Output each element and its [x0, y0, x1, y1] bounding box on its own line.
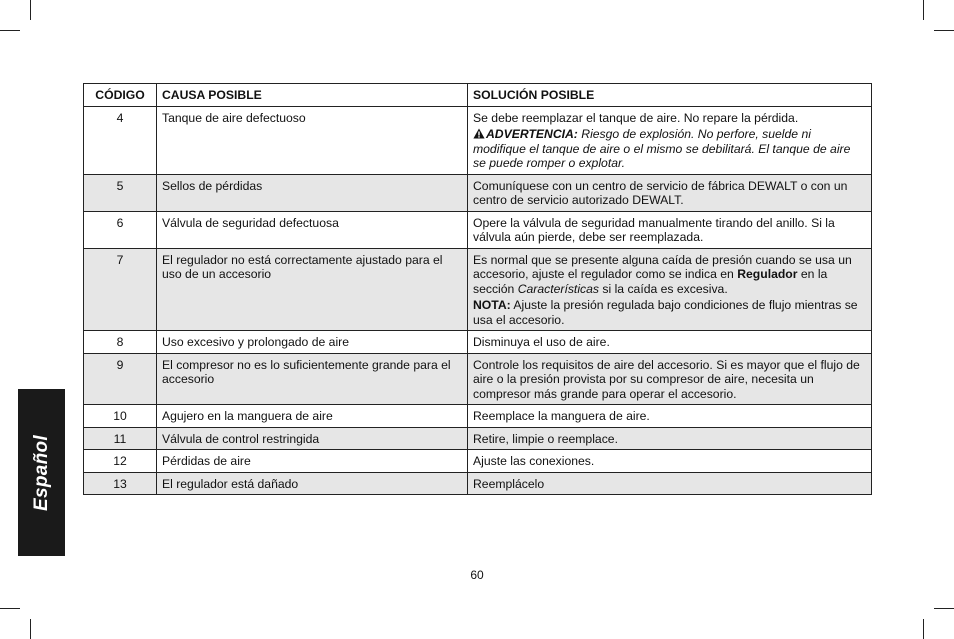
- row-solution: [468, 106, 872, 174]
- crop-mark: [934, 30, 954, 31]
- table-row: [84, 248, 872, 331]
- row-solution: Disminuya el uso de aire.: [468, 331, 872, 354]
- solution-text: si la caída es excesiva.: [599, 281, 728, 296]
- solution-text: Se debe reemplazar el tanque de aire. No repare la pérdida.: [473, 110, 799, 125]
- table-header-row: [84, 84, 872, 107]
- row-solution: Reemplácelo: [468, 472, 872, 495]
- crop-mark: [0, 608, 20, 609]
- table-row: [84, 211, 872, 248]
- row-cause: Uso excesivo y prolongado de aire: [157, 331, 468, 354]
- table-row: [84, 427, 872, 450]
- table-row: [84, 353, 872, 405]
- row-cause: Pérdidas de aire: [157, 450, 468, 473]
- table-row: [84, 106, 872, 174]
- row-solution: Retire, limpie o reemplace.: [468, 427, 872, 450]
- table-row: [84, 405, 872, 428]
- language-label: Español: [30, 434, 52, 511]
- crop-mark: [30, 619, 31, 639]
- note-paragraph: [473, 298, 866, 327]
- row-code: 9: [84, 353, 157, 405]
- warning-label: ADVERTENCIA:: [486, 127, 578, 141]
- header-solution: SOLUCIÓN POSIBLE: [468, 84, 872, 107]
- row-code: 11: [84, 427, 157, 450]
- table-row: [84, 331, 872, 354]
- row-cause: Tanque de aire defectuoso: [157, 106, 468, 174]
- page-number: 60: [470, 568, 484, 582]
- row-code: 7: [84, 248, 157, 331]
- row-cause: El regulador no está correctamente ajustado para el uso de un accesorio: [157, 248, 468, 331]
- warning-paragraph: [473, 127, 866, 171]
- row-cause: El compresor no es lo suficientemente grande para el accesorio: [157, 353, 468, 405]
- row-code: 10: [84, 405, 157, 428]
- row-solution: Ajuste las conexiones.: [468, 450, 872, 473]
- warning-triangle-icon: [473, 128, 485, 139]
- warning-text: Riesgo de explosión. No perfore, suelde ni modifique el tanque de aire o el mismo se debilitará. El tanque de aire se puede romper o explotar.: [473, 127, 851, 170]
- solution-paragraph: [473, 253, 866, 297]
- header-cause: CAUSA POSIBLE: [157, 84, 468, 107]
- row-solution: Opere la válvula de seguridad manualmente tirando del anillo. Si la válvula aún pierde, debe ser reemplazada.: [468, 211, 872, 248]
- row-code: 8: [84, 331, 157, 354]
- solution-text: en la sección: [473, 267, 828, 296]
- language-side-tab: [18, 389, 65, 556]
- troubleshooting-table: [83, 83, 872, 495]
- table-row: [84, 450, 872, 473]
- table-row: [84, 472, 872, 495]
- table-row: [84, 174, 872, 211]
- crop-mark: [30, 0, 31, 20]
- solution-text: Es normal que se presente alguna caída de presión cuando se usa un accesorio, ajuste el regulador como se indica en: [473, 252, 852, 281]
- row-code: 13: [84, 472, 157, 495]
- crop-mark: [923, 619, 924, 639]
- row-code: 5: [84, 174, 157, 211]
- row-code: 12: [84, 450, 157, 473]
- row-cause: El regulador está dañado: [157, 472, 468, 495]
- row-solution: Controle los requisitos de aire del accesorio. Si es mayor que el flujo de aire o la presión provista por su compresor de aire, necesita un compresor más grande para operar el accesorio.: [468, 353, 872, 405]
- row-code: 4: [84, 106, 157, 174]
- solution-italic: Características: [517, 281, 599, 296]
- header-code: CÓDIGO: [84, 84, 157, 107]
- row-solution: Comuníquese con un centro de servicio de fábrica DEWALT o con un centro de servicio autorizado DEWALT.: [468, 174, 872, 211]
- row-cause: Agujero en la manguera de aire: [157, 405, 468, 428]
- row-solution: [468, 248, 872, 331]
- note-label: NOTA:: [473, 298, 511, 312]
- row-code: 6: [84, 211, 157, 248]
- note-text: Ajuste la presión regulada bajo condiciones de flujo mientras se usa el accesorio.: [473, 298, 858, 327]
- row-cause: Válvula de control restringida: [157, 427, 468, 450]
- crop-mark: [0, 30, 20, 31]
- crop-mark: [923, 0, 924, 20]
- row-solution: Reemplace la manguera de aire.: [468, 405, 872, 428]
- crop-mark: [934, 608, 954, 609]
- row-cause: Sellos de pérdidas: [157, 174, 468, 211]
- solution-bold: Regulador: [737, 267, 798, 281]
- row-cause: Válvula de seguridad defectuosa: [157, 211, 468, 248]
